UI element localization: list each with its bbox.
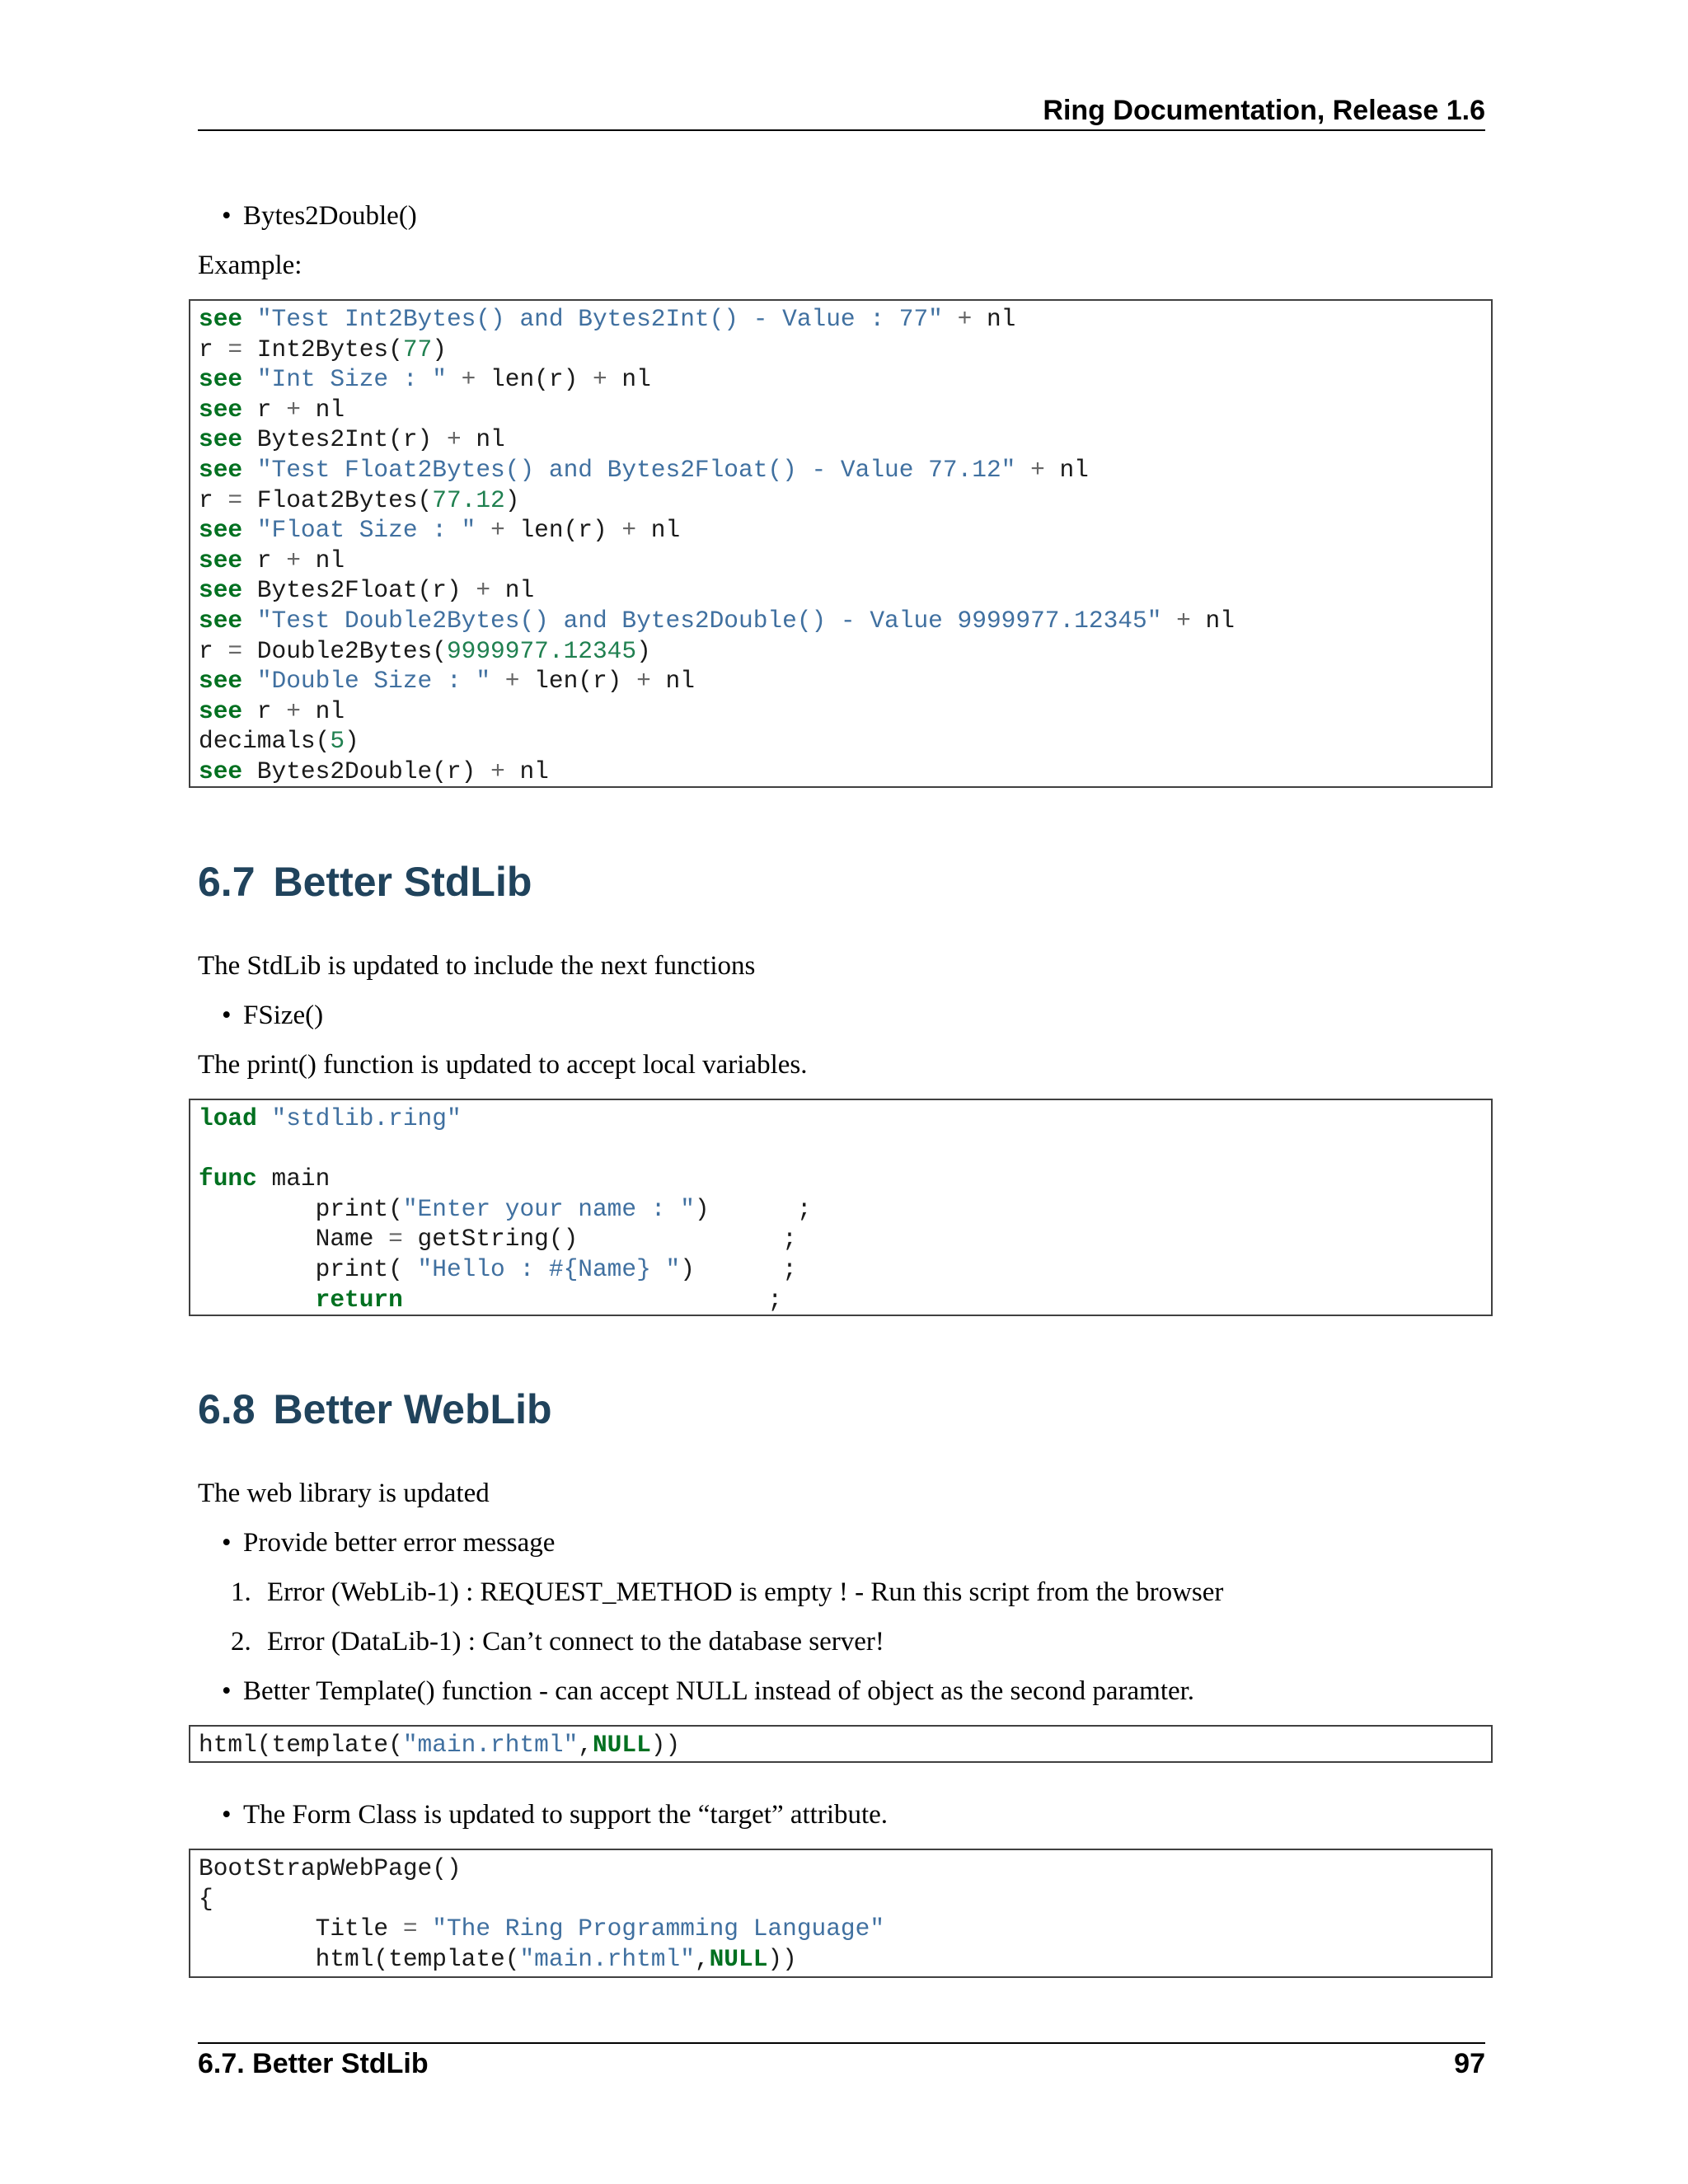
code-token: r [242, 696, 287, 725]
code-token [476, 516, 490, 544]
code-line [199, 1730, 1483, 1760]
bullet-form-target: • The Form Class is updated to support the “target” attribute. [243, 1797, 888, 1833]
code-keyword: see [199, 516, 243, 545]
section-heading-better-weblib [198, 1385, 552, 1434]
code-token [943, 305, 958, 333]
code-line [199, 395, 1483, 425]
code-token: main [256, 1165, 331, 1193]
code-token: + [476, 576, 491, 605]
code-token: + [461, 365, 476, 394]
code-token: print( [199, 1254, 418, 1283]
code-token: html(template( [199, 1944, 520, 1973]
code-string: "Enter your name : " [402, 1194, 695, 1223]
code-line [199, 696, 1483, 727]
code-token [447, 365, 462, 393]
code-token: nl [972, 305, 1016, 333]
running-header: Ring Documentation, Release 1.6 [1043, 95, 1485, 126]
code-line [199, 485, 1483, 516]
code-token: = [402, 1915, 418, 1943]
code-keyword: see [199, 395, 243, 424]
code-string: "main.rhtml" [519, 1944, 695, 1973]
stdlib-intro: The StdLib is updated to include the next functions [198, 951, 756, 981]
code-token: len(r) [519, 667, 637, 696]
section-title: Better StdLib [273, 859, 532, 905]
code-token: + [621, 516, 637, 545]
code-token: html(template( [199, 1731, 403, 1759]
code-line [199, 455, 1483, 485]
section-title: Better WebLib [273, 1386, 552, 1432]
code-token: Bytes2Double(r) [242, 757, 491, 785]
code-string: "stdlib.ring" [271, 1104, 462, 1132]
code-keyword: see [199, 365, 243, 394]
code-keyword: see [199, 757, 243, 785]
code-token: + [1176, 606, 1191, 635]
code-line [199, 1164, 1483, 1194]
enum-text: Error (WebLib-1) : REQUEST_METHOD is empty ! - Run this script from the browser [267, 1577, 1224, 1607]
code-keyword: see [199, 546, 243, 574]
code-token: nl [636, 516, 681, 545]
code-token [242, 305, 257, 333]
code-token: nl [650, 667, 695, 696]
code-keyword: see [199, 667, 243, 696]
code-token: nl [490, 576, 535, 605]
code-token: nl [300, 546, 345, 574]
bullet-better-template: • Better Template() function - can accept NULL instead of object as the second paramter. [243, 1673, 1194, 1709]
code-token [242, 607, 257, 635]
code-line [199, 1224, 1483, 1254]
code-line [199, 1104, 1483, 1134]
header-rule [198, 129, 1485, 131]
bullet-bytes2double: • Bytes2Double() [243, 198, 417, 234]
code-token: = [227, 335, 243, 363]
code-line [199, 546, 1483, 576]
bullet-better-error: • Provide better error message [243, 1525, 555, 1561]
code-token: Title [199, 1915, 403, 1943]
code-line [199, 757, 1483, 787]
code-string: "Float Size : " [256, 516, 476, 545]
enum-item-2 [231, 1624, 884, 1660]
code-token [242, 456, 257, 484]
code-token: len(r) [504, 516, 622, 545]
code-line [199, 515, 1483, 546]
code-token: + [592, 365, 607, 394]
code-token: r [242, 395, 287, 424]
code-token [1161, 607, 1176, 635]
code-line [199, 1285, 1483, 1315]
code-token: Int2Bytes( [242, 335, 403, 363]
enum-item-1 [231, 1574, 1224, 1610]
code-token: , [694, 1944, 710, 1973]
code-token: ; [402, 1285, 783, 1314]
code-token [490, 667, 505, 695]
code-token: { [199, 1884, 213, 1913]
footer-section: 6.7. Better StdLib [198, 2048, 429, 2079]
code-token [242, 667, 257, 695]
code-token: nl [607, 365, 651, 394]
code-token [418, 1915, 433, 1943]
code-keyword: see [199, 455, 243, 484]
code-block-template-null [189, 1725, 1493, 1763]
code-token: + [286, 546, 301, 574]
code-token: + [490, 757, 505, 785]
code-line [199, 606, 1483, 636]
code-number: 77 [402, 335, 433, 363]
code-token: + [286, 696, 301, 725]
code-token: ) [345, 727, 359, 756]
code-token: + [490, 516, 505, 545]
code-token: nl [300, 696, 345, 725]
code-token: )) [650, 1731, 681, 1759]
code-line [199, 1134, 1483, 1165]
code-keyword: func [199, 1165, 257, 1193]
code-token: + [286, 395, 301, 424]
code-line [199, 1944, 1483, 1975]
code-token [257, 1104, 272, 1132]
code-token: nl [1044, 455, 1089, 484]
enum-number: 2. [231, 1627, 251, 1657]
code-token: r [199, 335, 228, 363]
code-line [199, 424, 1483, 455]
code-keyword: see [199, 425, 243, 454]
code-token: + [1030, 455, 1045, 484]
code-line [199, 575, 1483, 606]
code-keyword: return [315, 1285, 403, 1314]
code-token: getString() ; [402, 1225, 797, 1254]
code-token: nl [461, 425, 505, 454]
section-heading-better-stdlib [198, 857, 532, 907]
code-token: ) [504, 485, 520, 514]
code-token [1015, 456, 1030, 484]
footer-page-number: 97 [1454, 2048, 1485, 2079]
section-number: 6.8 [198, 1386, 256, 1432]
code-number: 9999977.12345 [446, 636, 637, 665]
bullet-fsize: • FSize() [243, 997, 323, 1033]
code-number: 5 [330, 727, 345, 756]
print-note: The print() function is updated to accept local variables. [198, 1050, 808, 1080]
code-token: = [388, 1225, 403, 1254]
code-keyword: NULL [709, 1944, 768, 1973]
code-token [242, 365, 257, 393]
code-line [199, 1194, 1483, 1225]
code-token: = [227, 636, 243, 665]
code-token: Bytes2Float(r) [242, 576, 476, 605]
code-token: len(r) [476, 365, 593, 394]
code-keyword: see [199, 696, 243, 725]
code-line [199, 636, 1483, 667]
code-token: BootStrapWebPage() [199, 1854, 462, 1882]
code-line [199, 1854, 1483, 1884]
code-keyword: see [199, 305, 243, 333]
code-token: Name [199, 1225, 389, 1254]
code-block-bytes-example [189, 299, 1493, 788]
code-token: + [504, 667, 520, 696]
code-keyword: see [199, 576, 243, 605]
code-line [199, 1884, 1483, 1915]
code-token: ) [432, 335, 447, 363]
code-token: )) [767, 1944, 797, 1973]
code-token: + [957, 305, 973, 333]
code-token: ) [636, 636, 651, 665]
code-token [199, 1286, 316, 1314]
code-string: "main.rhtml" [402, 1731, 579, 1759]
code-number: 77.12 [432, 485, 505, 514]
code-line [199, 304, 1483, 335]
code-string: "Int Size : " [256, 365, 447, 394]
code-token: Bytes2Int(r) [242, 425, 447, 454]
code-token: = [227, 485, 243, 514]
code-token: nl [504, 757, 549, 785]
code-line [199, 335, 1483, 365]
code-block-stdlib-print [189, 1099, 1493, 1316]
code-string: "The Ring Programming Language" [432, 1915, 885, 1943]
enum-number: 1. [231, 1577, 251, 1607]
code-line [199, 364, 1483, 395]
code-string: "Test Double2Bytes() and Bytes2Double() - Value 9999977.12345" [256, 606, 1162, 635]
code-token: + [446, 425, 462, 454]
code-token: nl [300, 395, 345, 424]
code-line [199, 726, 1483, 757]
code-line [199, 1254, 1483, 1285]
code-string: "Double Size : " [256, 667, 491, 696]
code-token: r [199, 485, 228, 514]
code-token: print( [199, 1194, 403, 1223]
code-token: r [199, 636, 228, 665]
weblib-intro: The web library is updated [198, 1479, 490, 1508]
code-token: Double2Bytes( [242, 636, 447, 665]
code-token: Float2Bytes( [242, 485, 433, 514]
code-string: "Test Float2Bytes() and Bytes2Float() - Value 77.12" [256, 455, 1016, 484]
code-string: "Hello : #{Name} " [417, 1254, 681, 1283]
code-token: + [636, 667, 651, 696]
section-number: 6.7 [198, 859, 256, 905]
code-token: , [578, 1731, 593, 1759]
code-token [242, 516, 257, 544]
code-token: r [242, 546, 287, 574]
code-keyword: load [199, 1104, 257, 1132]
code-token: ) ; [694, 1194, 812, 1223]
enum-text: Error (DataLib-1) : Can’t connect to the database server! [267, 1627, 884, 1657]
code-line [199, 1914, 1483, 1944]
code-string: "Test Int2Bytes() and Bytes2Int() - Value : 77" [256, 305, 943, 333]
code-token: nl [1190, 606, 1235, 635]
code-keyword: NULL [592, 1731, 651, 1759]
footer-rule [198, 2042, 1485, 2044]
code-token: decimals( [199, 727, 331, 756]
code-keyword: see [199, 606, 243, 635]
example-label: Example: [198, 251, 302, 280]
code-token: ) ; [680, 1254, 797, 1283]
code-block-bootstrap-page [189, 1849, 1493, 1978]
code-line [199, 666, 1483, 696]
